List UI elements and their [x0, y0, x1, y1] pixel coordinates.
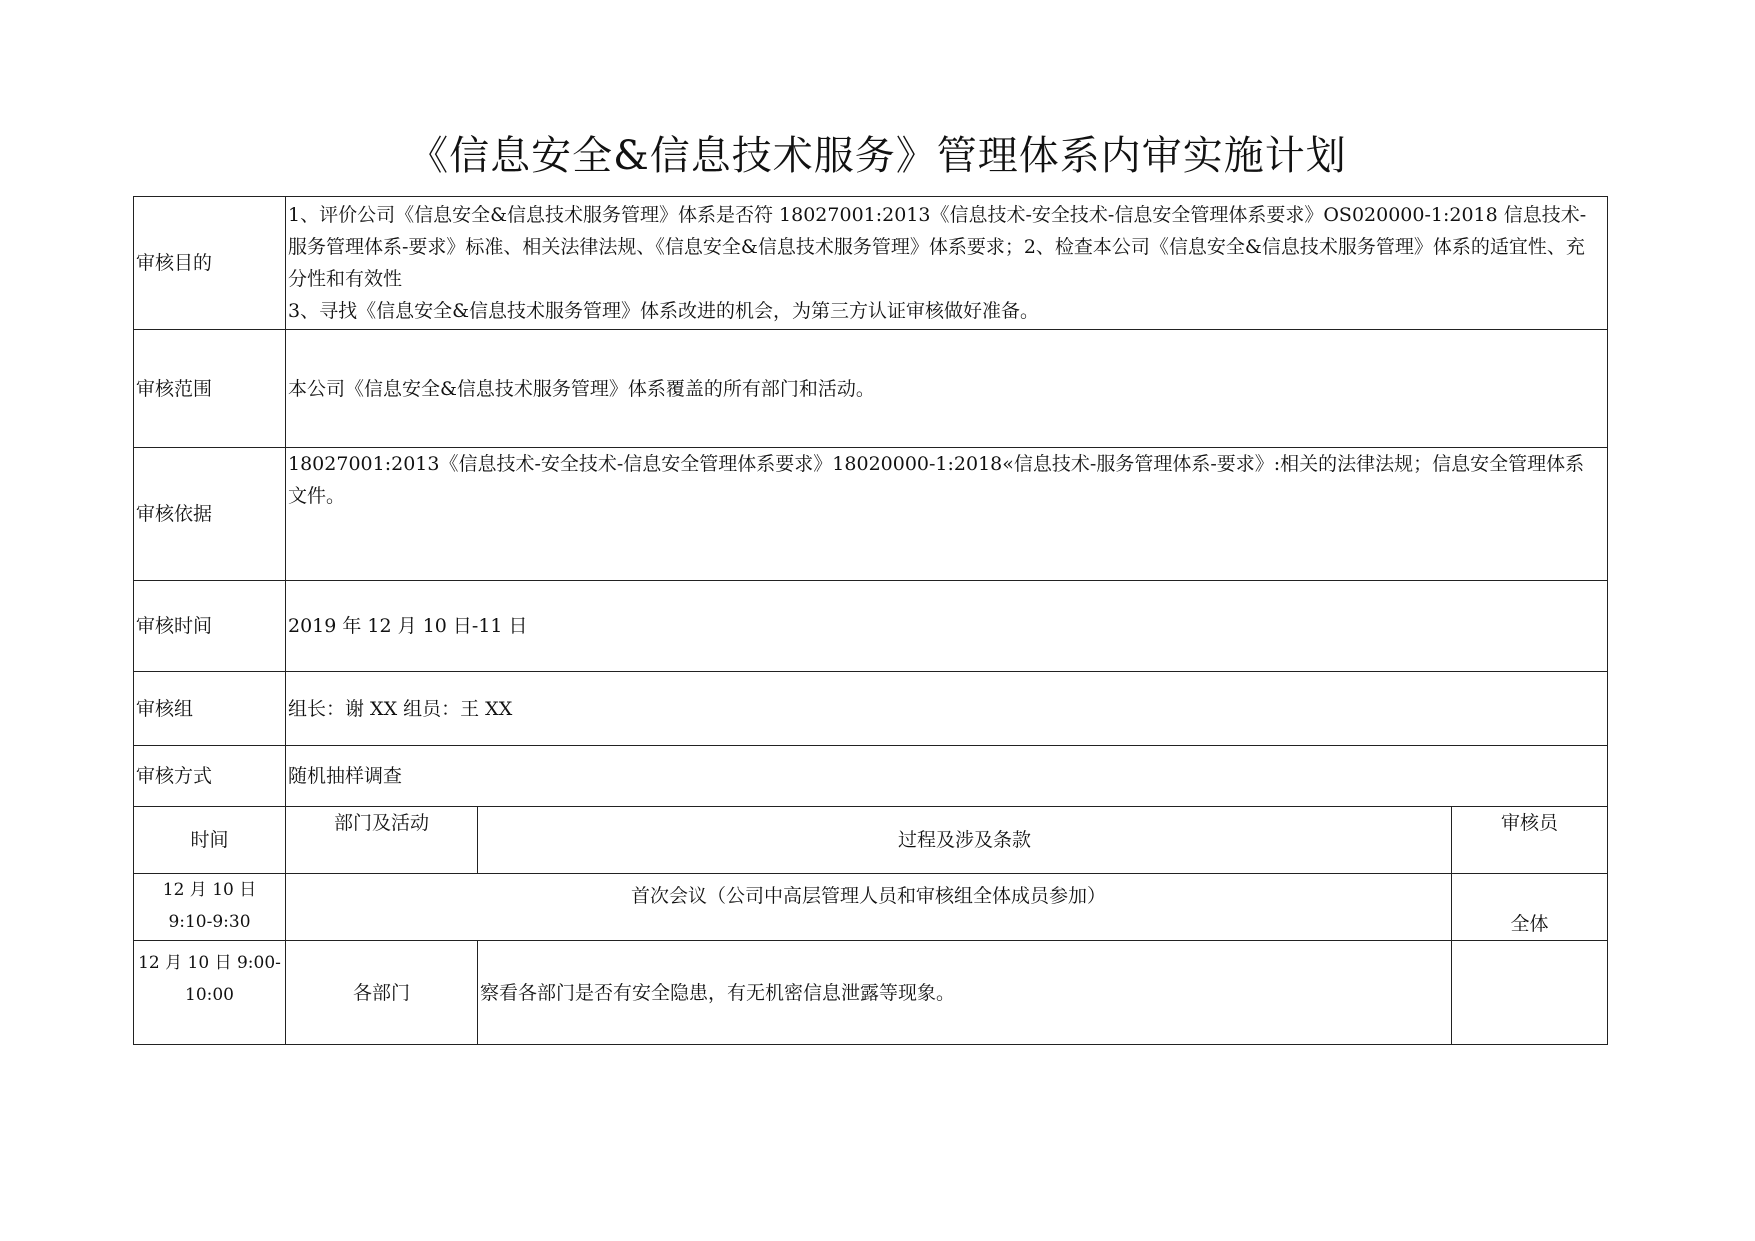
scope-row [134, 330, 1608, 448]
time-row [134, 581, 1608, 672]
team-label: 审核组 [134, 672, 286, 746]
purpose-value [286, 197, 1608, 330]
time-label: 审核时间 [134, 581, 286, 672]
schedule-row-1-date: 12 月 10 日 [162, 880, 257, 900]
header-process: 过程及涉及条款 [478, 807, 1452, 874]
purpose-line-1: 1、评价公司《信息安全&信息技术服务管理》体系是否符 18027001:2013《信息技术-安全技术-信息安全管理体系要求》OS020000-1:2018 信息技术-服务管理体系-要求》标准、相关法律法规、《信息安全&信息技术服务管理》体系要求；2、检查本公司《信息安全&信息技术服务管理》体系的适宜性、充分性和有效性 [288, 204, 1587, 290]
purpose-line-2: 3、寻找《信息安全&信息技术服务管理》体系改进的机会，为第三方认证审核做好准备。 [288, 300, 1040, 322]
schedule-row-1-content: 首次会议（公司中高层管理人员和审核组全体成员参加） [286, 874, 1452, 941]
schedule-row-2-content: 察看各部门是否有安全隐患，有无机密信息泄露等现象。 [478, 941, 1452, 1045]
basis-row [134, 448, 1608, 581]
purpose-label: 审核目的 [134, 197, 286, 330]
method-value: 随机抽样调查 [286, 746, 1608, 807]
schedule-row-2-dept: 各部门 [286, 941, 478, 1045]
schedule-row-2-hours: 10:00 [185, 985, 234, 1005]
schedule-row-1 [134, 874, 1608, 941]
method-label: 审核方式 [134, 746, 286, 807]
schedule-header-row [134, 807, 1608, 874]
method-row [134, 746, 1608, 807]
schedule-row-2-auditor [1452, 941, 1608, 1045]
schedule-row-2-date: 12 月 10 日 9:00- [138, 953, 281, 973]
team-value: 组长：谢 XX 组员：王 XX [286, 672, 1608, 746]
header-auditor: 审核员 [1452, 807, 1608, 874]
schedule-row-1-time [134, 874, 286, 941]
schedule-row-1-hours: 9:10-9:30 [168, 912, 251, 932]
schedule-row-1-auditor: 全体 [1452, 874, 1608, 941]
scope-label: 审核范围 [134, 330, 286, 448]
header-dept: 部门及活动 [286, 807, 478, 874]
page-title: 《信息安全&信息技术服务》管理体系内审实施计划 [408, 133, 1347, 179]
basis-value: 18027001:2013《信息技术-安全技术-信息安全管理体系要求》18020000-1:2018«信息技术-服务管理体系-要求》:相关的法律法规；信息安全管理体系文件。 [286, 448, 1608, 581]
time-value: 2019 年 12 月 10 日-11 日 [286, 581, 1608, 672]
audit-plan-table [133, 196, 1608, 1045]
schedule-row-2-time [134, 941, 286, 1045]
scope-value: 本公司《信息安全&信息技术服务管理》体系覆盖的所有部门和活动。 [286, 330, 1608, 448]
schedule-row-2 [134, 941, 1608, 1045]
header-time: 时间 [134, 807, 286, 874]
team-row [134, 672, 1608, 746]
basis-label: 审核依据 [134, 448, 286, 581]
purpose-row [134, 197, 1608, 330]
